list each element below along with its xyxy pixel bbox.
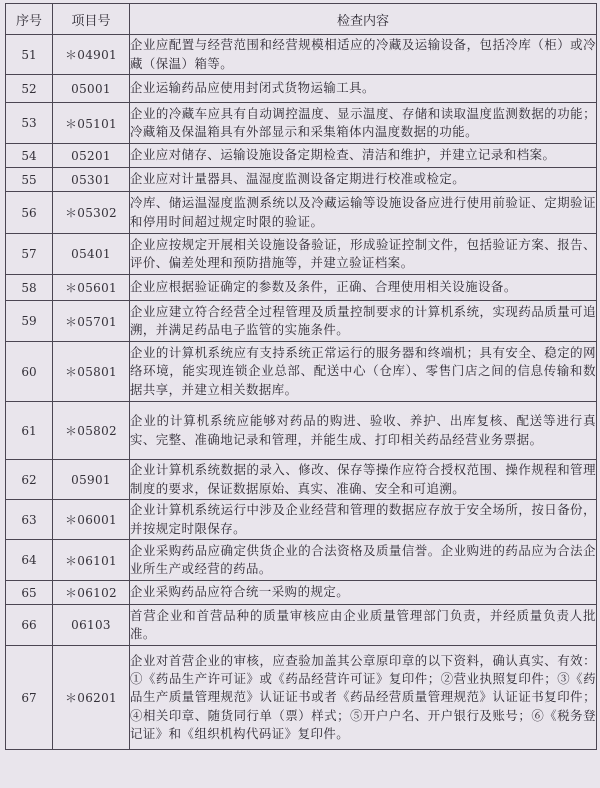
row-serial-no: 58 — [6, 275, 53, 301]
table-row — [6, 646, 597, 750]
row-content: 企业计算机系统数据的录入、修改、保存等操作应符合授权范围、操作规程和管理制度的要求，保证数据原始、真实、准确、安全和可追溯。 — [130, 460, 597, 500]
header-serial-no: 序号 — [6, 4, 53, 35]
header-inspection-content: 检查内容 — [130, 4, 597, 35]
row-content: 企业应配置与经营范围和经营规模相适应的冷藏及运输设备，包括冷库（柜）或冷藏（保温）箱等。 — [130, 35, 597, 75]
row-serial-no: 59 — [6, 301, 53, 342]
row-item-code: 05401 — [53, 234, 130, 275]
row-content: 企业的计算机系统应能够对药品的购进、验收、养护、出库复核、配送等进行真实、完整、准确地记录和管理，并能生成、打印相关药品经营业务票据。 — [130, 402, 597, 460]
row-serial-no: 51 — [6, 35, 53, 75]
row-item-code: ＊06201 — [53, 646, 130, 750]
inspection-checklist-table — [5, 3, 597, 750]
row-item-code: ＊05101 — [53, 103, 130, 144]
row-serial-no: 56 — [6, 192, 53, 234]
table-row — [6, 402, 597, 460]
row-content: 首营企业和首营品种的质量审核应由企业质量管理部门负责，并经质量负责人批准。 — [130, 605, 597, 646]
row-serial-no: 54 — [6, 144, 53, 168]
row-content: 企业应对计量器具、温湿度监测设备定期进行校准或检定。 — [130, 168, 597, 192]
row-serial-no: 60 — [6, 342, 53, 402]
row-content: 企业采购药品应确定供货企业的合法资格及质量信誉。企业购进的药品应为合法企业所生产或经营的药品。 — [130, 540, 597, 581]
row-item-code: ＊05601 — [53, 275, 130, 301]
table-row — [6, 342, 597, 402]
table-row — [6, 168, 597, 192]
table-row — [6, 234, 597, 275]
row-content: 企业运输药品应使用封闭式货物运输工具。 — [130, 75, 597, 103]
row-serial-no: 61 — [6, 402, 53, 460]
table-row — [6, 460, 597, 500]
row-serial-no: 67 — [6, 646, 53, 750]
table-row — [6, 192, 597, 234]
row-item-code: ＊06001 — [53, 500, 130, 540]
row-serial-no: 55 — [6, 168, 53, 192]
row-item-code: ＊05302 — [53, 192, 130, 234]
table-row — [6, 540, 597, 581]
row-content: 冷库、储运温湿度监测系统以及冷藏运输等设施设备应进行使用前验证、定期验证和停用时间超过规定时限的验证。 — [130, 192, 597, 234]
table-row — [6, 275, 597, 301]
header-item-code: 项目号 — [53, 4, 130, 35]
row-item-code: ＊05802 — [53, 402, 130, 460]
row-content: 企业应根据验证确定的参数及条件，正确、合理使用相关设施设备。 — [130, 275, 597, 301]
row-serial-no: 63 — [6, 500, 53, 540]
row-content: 企业采购药品应符合统一采购的规定。 — [130, 581, 597, 605]
row-content: 企业的计算机系统应有支持系统正常运行的服务器和终端机；具有安全、稳定的网络环境，能实现连锁企业总部、配送中心（仓库）、零售门店之间的信息传输和数据共享，并建立相关数据库。 — [130, 342, 597, 402]
table-row — [6, 581, 597, 605]
row-item-code: ＊04901 — [53, 35, 130, 75]
table-row — [6, 500, 597, 540]
row-serial-no: 65 — [6, 581, 53, 605]
row-serial-no: 64 — [6, 540, 53, 581]
row-content: 企业的冷藏车应具有自动调控温度、显示温度、存储和读取温度监测数据的功能；冷藏箱及保温箱具有外部显示和采集箱体内温度数据的功能。 — [130, 103, 597, 144]
table-header-row — [6, 4, 597, 35]
row-item-code: ＊06102 — [53, 581, 130, 605]
row-content: 企业应建立符合经营全过程管理及质量控制要求的计算机系统，实现药品质量可追溯，并满足药品电子监管的实施条件。 — [130, 301, 597, 342]
row-serial-no: 53 — [6, 103, 53, 144]
table-row — [6, 75, 597, 103]
row-item-code: ＊05701 — [53, 301, 130, 342]
table-row — [6, 35, 597, 75]
row-serial-no: 66 — [6, 605, 53, 646]
row-item-code: ＊05801 — [53, 342, 130, 402]
row-serial-no: 62 — [6, 460, 53, 500]
table-row — [6, 144, 597, 168]
table-row — [6, 301, 597, 342]
row-serial-no: 52 — [6, 75, 53, 103]
row-content: 企业对首营企业的审核，应查验加盖其公章原印章的以下资料，确认真实、有效：①《药品生产许可证》或《药品经营许可证》复印件；②营业执照复印件；③《药品生产质量管理规范》认证证书或者《药品经营质量管理规范》认证证书复印件；④相关印章、随货同行单（票）样式；⑤开户户名、开户银行及账号；⑥《税务登记证》和《组织机构代码证》复印件。 — [130, 646, 597, 750]
table-row — [6, 103, 597, 144]
row-item-code: 06103 — [53, 605, 130, 646]
row-item-code: 05201 — [53, 144, 130, 168]
row-item-code: ＊06101 — [53, 540, 130, 581]
row-content: 企业计算机系统运行中涉及企业经营和管理的数据应存放于安全场所，按日备份，并按规定时限保存。 — [130, 500, 597, 540]
row-content: 企业应对储存、运输设施设备定期检查、清洁和维护，并建立记录和档案。 — [130, 144, 597, 168]
row-content: 企业应按规定开展相关设施设备验证，形成验证控制文件，包括验证方案、报告、评价、偏差处理和预防措施等，并建立验证档案。 — [130, 234, 597, 275]
row-serial-no: 57 — [6, 234, 53, 275]
table-row — [6, 605, 597, 646]
row-item-code: 05301 — [53, 168, 130, 192]
row-item-code: 05901 — [53, 460, 130, 500]
row-item-code: 05001 — [53, 75, 130, 103]
